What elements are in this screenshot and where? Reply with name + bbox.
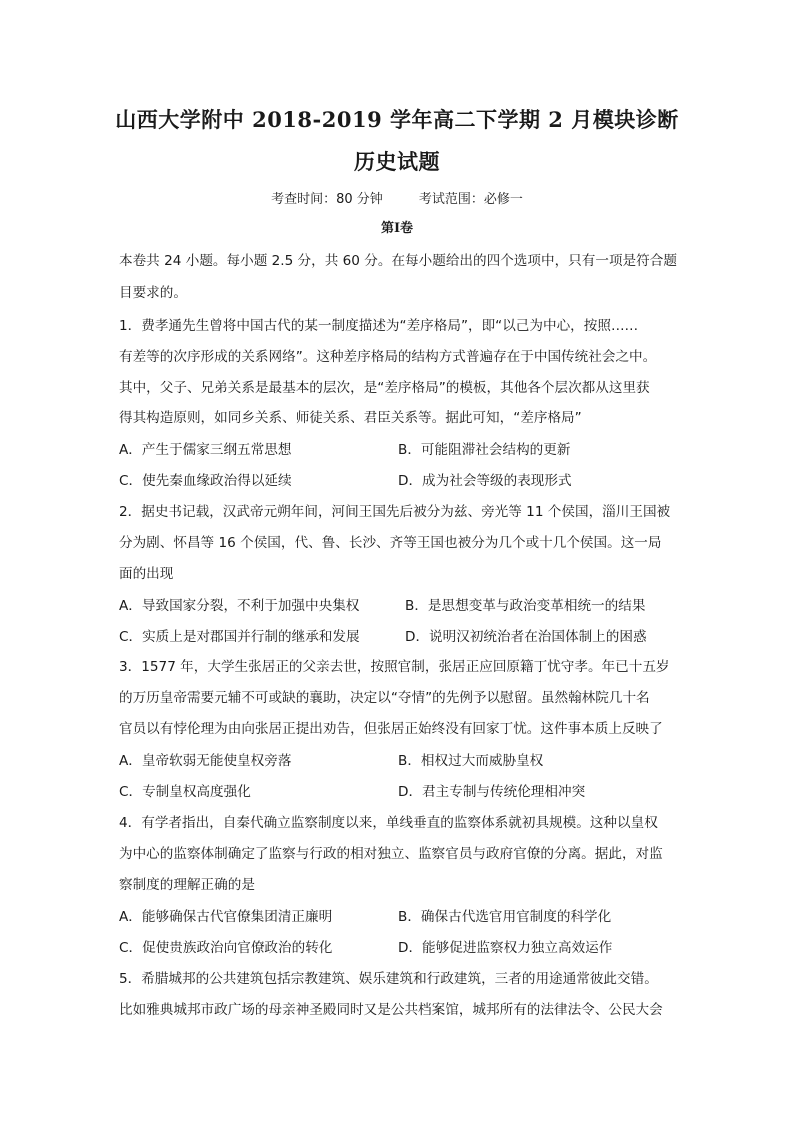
question-4-line: 4．有学者指出，自秦代确立监察制度以来，单线垂直的监察体系就初具规模。这种以皇权: [119, 815, 658, 831]
exam-meta: [0, 188, 794, 207]
exam-time: 考查时间：80 分钟: [271, 192, 383, 207]
question-3-option-d: D．君主专制与传统伦理相冲突: [398, 784, 586, 800]
question-2-line: 2．据史书记载，汉武帝元朔年间，河间王国先后被分为兹、旁光等 11 个侯国，淄川王国被: [119, 504, 671, 520]
question-3-option-a: A．皇帝软弱无能使皇权旁落: [119, 753, 292, 769]
question-1-option-d: D．成为社会等级的表现形式: [398, 473, 572, 489]
exam-subtitle: 历史试题: [354, 149, 440, 174]
question-4-option-c: C．促使贵族政治向官僚政治的转化: [119, 940, 333, 956]
question-2-option-b: B．是思想变革与政治变革相统一的结果: [405, 598, 646, 614]
question-4-option-d: D．能够促进监察权力独立高效运作: [398, 940, 613, 956]
question-1-line: 1．费孝通先生曾将中国古代的某一制度描述为“差序格局”，即“以己为中心，按照……: [119, 318, 639, 334]
question-3-line: 3．1577 年，大学生张居正的父亲去世，按照官制，张居正应回原籍丁忧守孝。年已十五岁: [119, 659, 670, 675]
question-3-option-c: C．专制皇权高度强化: [119, 784, 251, 800]
question-1-option-a: A．产生于儒家三纲五常思想: [119, 442, 292, 458]
question-1-line: 其中，父子、兄弟关系是最基本的层次，是“差序格局”的模板，其他各个层次都从这里获: [119, 380, 650, 396]
question-1-option-b: B．可能阻滞社会结构的更新: [398, 442, 571, 458]
question-4-line: 为中心的监察体制确定了监察与行政的相对独立、监察官员与政府官僚的分离。据此，对监: [119, 846, 663, 862]
instruction-line: 本卷共 24 小题。每小题 2.5 分，共 60 分。在每小题给出的四个选项中，只有一项是符合题: [119, 253, 677, 269]
question-5-line: 5．希腊城邦的公共建筑包括宗教建筑、娱乐建筑和行政建筑，三者的用途通常彼此交错。: [119, 971, 658, 987]
question-2-line: 面的出现: [119, 566, 174, 582]
question-5-line: 比如雅典城邦市政广场的母亲神圣殿同时又是公共档案馆，城邦所有的法律法令、公民大会: [119, 1002, 663, 1018]
question-2-option-a: A．导致国家分裂，不利于加强中央集权: [119, 598, 360, 614]
question-1-line: 有差等的次序形成的关系网络”。这种差序格局的结构方式普遍存在于中国传统社会之中。: [119, 349, 657, 365]
exam-scope: 考试范围：必修一: [418, 192, 523, 207]
question-1-line: 得其构造原则，如同乡关系、师徒关系、君臣关系等。据此可知，“差序格局”: [119, 410, 582, 426]
question-2-option-c: C．实质上是对郡国并行制的继承和发展: [119, 629, 360, 645]
question-2-option-d: D．说明汉初统治者在治国体制上的困惑: [405, 629, 647, 645]
question-3-line: 的万历皇帝需要元辅不可或缺的襄助，决定以“夺情”的先例予以慰留。虽然翰林院几十名: [119, 690, 650, 706]
question-4-line: 察制度的理解正确的是: [119, 877, 255, 893]
question-3-option-b: B．相权过大而威胁皇权: [398, 753, 544, 769]
question-4-option-b: B．确保古代选官用官制度的科学化: [398, 909, 612, 925]
exam-title: 山西大学附中 2018-2019 学年高二下学期 2 月模块诊断: [115, 107, 679, 132]
question-1-option-c: C．使先秦血缘政治得以延续: [119, 473, 292, 489]
question-2-line: 分为剧、怀昌等 16 个侯国，代、鲁、长沙、齐等王国也被分为几个或十几个侯国。这一局: [119, 535, 662, 551]
question-4-option-a: A．能够确保古代官僚集团清正廉明: [119, 909, 333, 925]
volume-heading: 第Ⅰ卷: [380, 221, 414, 236]
instruction-line: 目要求的。: [119, 285, 187, 301]
question-3-line: 官员以有悖伦理为由向张居正提出劝告，但张居正始终没有回家丁忧。这件事本质上反映了: [119, 721, 663, 737]
